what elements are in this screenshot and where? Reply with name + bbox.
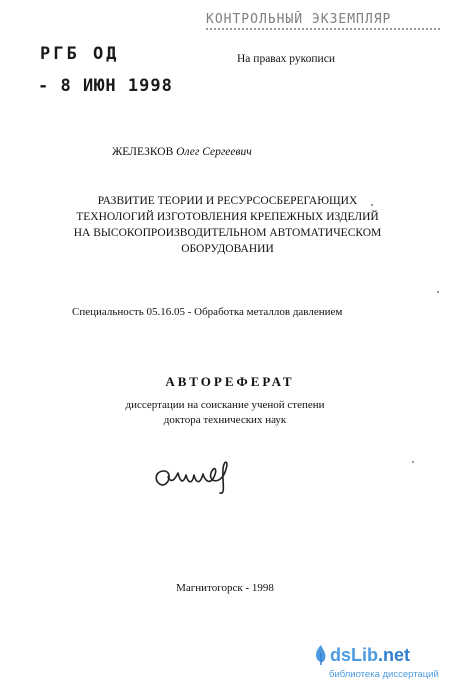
- title-line: ТЕХНОЛОГИЙ ИЗГОТОВЛЕНИЯ КРЕПЕЖНЫХ ИЗДЕЛИЙ: [76, 211, 379, 223]
- author-name: [112, 146, 252, 158]
- author-surname: ЖЕЛЕЗКОВ: [112, 146, 174, 158]
- place-year: Магнитогорск - 1998: [176, 582, 274, 594]
- rights-notice: На правах рукописи: [237, 53, 335, 65]
- watermark-brand: [330, 645, 410, 666]
- received-date-stamp: - 8 ИЮН 1998: [38, 76, 173, 96]
- thesis-title: [60, 193, 395, 257]
- degree-line: доктора технических наук: [163, 414, 287, 426]
- specialty-line: Специальность 05.16.05 - Обработка металлов давлением: [72, 306, 343, 318]
- title-line: НА ВЫСОКОПРОИЗВОДИТЕЛЬНОМ АВТОМАТИЧЕСКОМ: [73, 227, 382, 239]
- dslib-logo-icon: [313, 644, 329, 666]
- scan-speck: [371, 204, 373, 206]
- author-given-name: Олег Сергеевич: [176, 146, 252, 158]
- watermark-subtitle: библиотека диссертаций: [329, 669, 439, 680]
- scan-speck: [437, 291, 439, 293]
- title-line: ОБОРУДОВАНИИ: [181, 243, 274, 255]
- watermark-brand-tld: .net: [378, 645, 411, 665]
- title-line: РАЗВИТИЕ ТЕОРИИ И РЕСУРСОСБЕРЕГАЮЩИХ: [97, 195, 358, 207]
- thesis-purpose-line: диссертации на соискание ученой степени: [125, 399, 325, 411]
- scan-speck: [412, 461, 414, 463]
- document-type-heading: АВТОРЕФЕРАТ: [165, 374, 295, 389]
- control-copy-stamp: КОНТРОЛЬНЫЙ ЭКЗЕМПЛЯР: [206, 12, 440, 30]
- library-stamp: РГБ ОД: [40, 44, 120, 64]
- handwritten-signature: [150, 455, 240, 497]
- watermark-brand-main: dsLib: [330, 645, 378, 665]
